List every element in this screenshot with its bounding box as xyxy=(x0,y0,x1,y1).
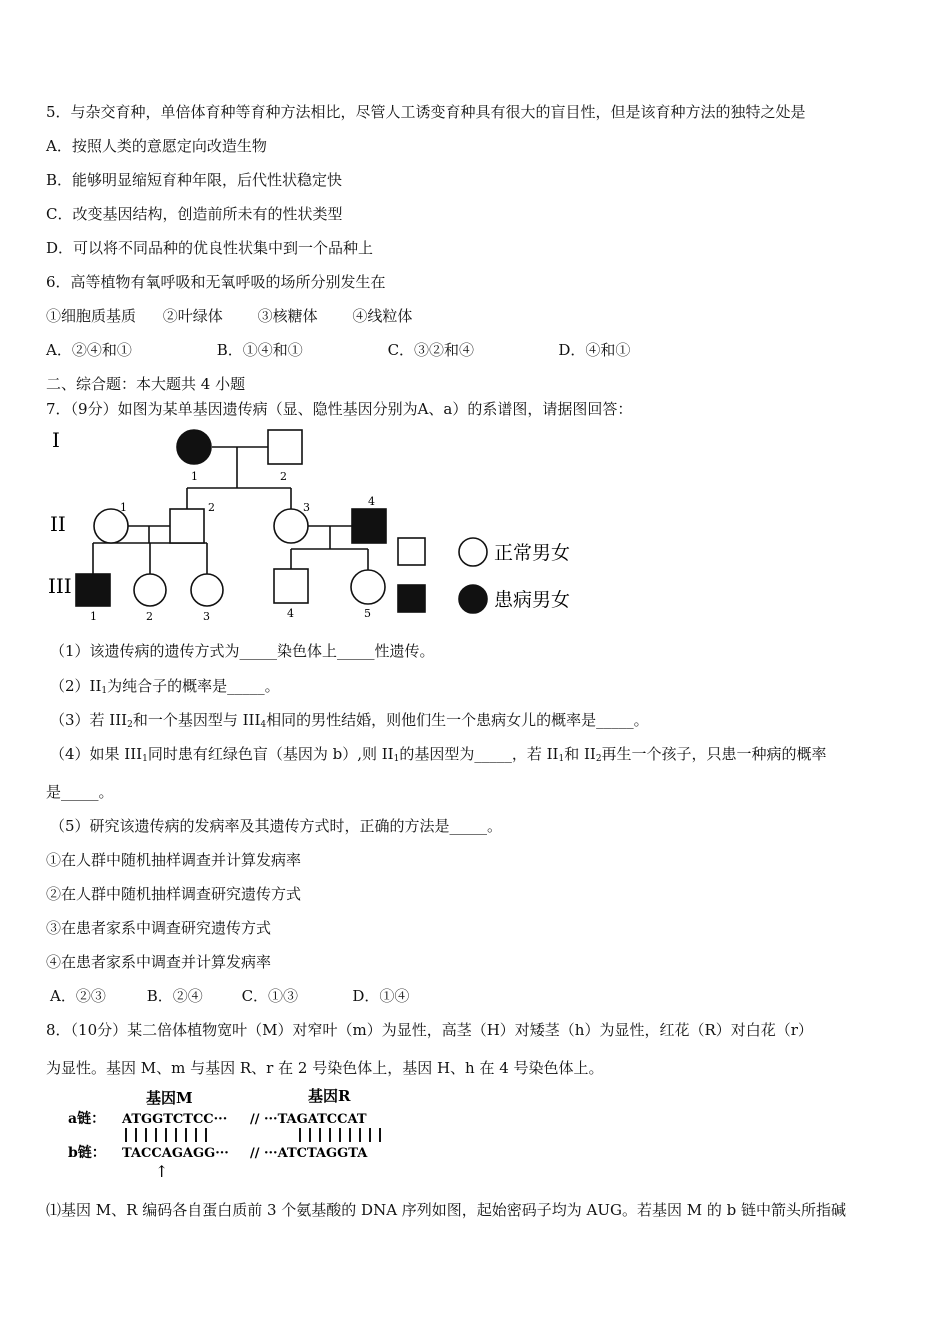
chain-a-right: ···TAGATCCAT xyxy=(264,1112,367,1127)
q5-option-d: D．可以将不同品种的优良性状集中到一个品种上 xyxy=(46,239,374,257)
q7-sub4-text-b: 同时患有红绿色盲（基因为 b）,则 II xyxy=(147,745,394,763)
II2-normal-male xyxy=(170,509,204,543)
q5-option-c: C．改变基因结构，创造前所未有的性状类型 xyxy=(46,205,343,223)
III4-label: 4 xyxy=(287,607,294,620)
I1-affected-female xyxy=(177,430,211,464)
III1-affected-male xyxy=(76,574,110,606)
pedigree-chart xyxy=(46,425,606,625)
III2-label: 2 xyxy=(146,610,153,623)
q6-options xyxy=(46,340,630,360)
gene-r-label: 基因R xyxy=(308,1087,351,1105)
III3-label: 3 xyxy=(203,610,210,623)
gen-label-1: I xyxy=(52,428,60,452)
II4-affected-male xyxy=(352,509,386,543)
q7-options xyxy=(50,986,409,1006)
chain-b-break: // xyxy=(250,1146,260,1161)
q7-option-b: B．②④ xyxy=(146,987,203,1005)
q7-method-2: ②在人群中随机抽样调查研究遗传方式 xyxy=(46,885,302,903)
legend-normal-male-icon xyxy=(398,538,425,565)
q5-stem: 5．与杂交育种，单倍体育种等育种方法相比，尽管人工诱变育种具有很大的盲目性，但是该育种方法的独特之处是 xyxy=(46,103,806,121)
q7-option-d: D．①④ xyxy=(352,987,410,1005)
legend-normal-female-icon xyxy=(459,538,487,566)
III4-normal-male xyxy=(274,569,308,603)
III5-normal-female xyxy=(351,570,385,604)
III5-label: 5 xyxy=(364,607,371,620)
q7-sub2-text-b: 为纯合子的概率是_____。 xyxy=(107,677,280,695)
q7-sub5: （5）研究该遗传病的发病率及其遗传方式时，正确的方法是_____。 xyxy=(50,817,503,835)
q7-sub2-text-a: （2）II xyxy=(50,677,102,695)
q6-item-4: ④线粒体 xyxy=(352,307,413,325)
chain-b-right: ···ATCTAGGTA xyxy=(264,1146,368,1161)
q7-option-c: C．①③ xyxy=(241,987,299,1005)
II4-label: 4 xyxy=(368,495,375,508)
q7-method-4: ④在患者家系中调查并计算发病率 xyxy=(46,953,272,971)
q7-sub4 xyxy=(50,744,827,769)
chain-a-left: ATGGTCTCC··· xyxy=(122,1112,228,1127)
III1-label: 1 xyxy=(90,610,97,623)
chain-b-left: TACCAGAGG··· xyxy=(122,1146,229,1161)
arrow-icon: ↑ xyxy=(155,1162,169,1181)
q6-stem: 6．高等植物有氧呼吸和无氧呼吸的场所分别发生在 xyxy=(46,273,386,291)
gen-label-3: III xyxy=(48,574,72,598)
q6-item-2: ②叶绿体 xyxy=(162,307,223,325)
q7-sub2 xyxy=(50,676,280,701)
subscript: 2 xyxy=(595,754,602,764)
q7-sub4-text-a: （4）如果 III xyxy=(50,745,143,763)
q7-sub3 xyxy=(50,710,649,735)
subscript: 1 xyxy=(393,754,400,764)
q7-option-a: A．②③ xyxy=(50,987,106,1005)
q7-sub4-continuation: 是_____。 xyxy=(46,783,114,801)
chain-a-break: // xyxy=(250,1112,260,1127)
q6-items xyxy=(46,306,412,326)
I2-normal-male xyxy=(268,430,302,464)
q7-method-1: ①在人群中随机抽样调查并计算发病率 xyxy=(46,851,302,869)
II1-label: 1 xyxy=(120,501,127,514)
III2-normal-female xyxy=(134,574,166,606)
q6-option-c: C．③②和④ xyxy=(387,341,475,359)
I2-label: 2 xyxy=(280,470,287,483)
q7-sub4-text-c: 的基因型为_____，若 II xyxy=(399,745,559,763)
chain-a-label: a链： xyxy=(68,1111,106,1127)
q8-line2: 为显性。基因 M、m 与基因 R、r 在 2 号染色体上，基因 H、h 在 4 号染色体上。 xyxy=(46,1059,604,1077)
chain-b-label: b链： xyxy=(68,1145,106,1161)
q8-sub1: ⑴基因 M、R 编码各自蛋白质前 3 个氨基酸的 DNA 序列如图，起始密码子均为 AUG。若基因 M 的 b 链中箭头所指碱 xyxy=(46,1201,847,1219)
subscript: 1 xyxy=(558,754,565,764)
q7-method-3: ③在患者家系中调查研究遗传方式 xyxy=(46,919,272,937)
legend-affected-female-icon xyxy=(459,585,487,613)
q6-option-b: B．①④和① xyxy=(216,341,303,359)
III3-normal-female xyxy=(191,574,223,606)
q5-option-a: A．按照人类的意愿定向改造生物 xyxy=(46,137,267,155)
q5-option-b: B．能够明显缩短育种年限，后代性状稳定快 xyxy=(46,171,343,189)
q6-item-1: ①细胞质基质 xyxy=(46,307,137,325)
q7-sub3-text-a: （3）若 III xyxy=(50,711,128,729)
II1-normal-female xyxy=(94,509,128,543)
I1-label: 1 xyxy=(191,470,198,483)
section-heading: 二、综合题：本大题共 4 小题 xyxy=(46,375,246,393)
subscript: 2 xyxy=(127,720,133,730)
q7-sub4-text-d: 和 II xyxy=(564,745,596,763)
q6-option-a: A．②④和① xyxy=(46,341,132,359)
q7-sub1: （1）该遗传病的遗传方式为_____染色体上_____性遗传。 xyxy=(50,642,435,660)
q7-sub3-text-b: 和一个基因型与 III xyxy=(132,711,261,729)
II3-normal-female xyxy=(274,509,308,543)
q6-option-d: D．④和① xyxy=(558,341,631,359)
base-pair-bonds xyxy=(126,1128,380,1142)
legend-affected-male-icon xyxy=(398,585,425,612)
legend-normal-text: 正常男女 xyxy=(494,542,571,564)
subscript: 1 xyxy=(142,754,148,764)
gene-m-label: 基因M xyxy=(146,1089,193,1107)
subscript: 1 xyxy=(101,686,108,696)
gen-label-2: II xyxy=(50,512,66,536)
II3-label: 3 xyxy=(303,501,310,514)
q7-stem: 7．（9分）如图为某单基因遗传病（显、隐性基因分别为A、a）的系谱图，请据图回答： xyxy=(46,400,633,418)
subscript: 4 xyxy=(260,720,267,730)
q7-sub3-text-c: 相同的男性结婚，则他们生一个患病女儿的概率是_____。 xyxy=(266,711,649,729)
q8-line1: 8．（10分）某二倍体植物宽叶（M）对窄叶（m）为显性，高茎（H）对矮茎（h）为显性，红花（R）对白花（r） xyxy=(46,1021,813,1039)
II2-label: 2 xyxy=(208,501,215,514)
q6-item-3: ③核糖体 xyxy=(257,307,318,325)
dna-sequence-figure xyxy=(66,1087,406,1182)
legend-affected-text: 患病男女 xyxy=(494,589,571,611)
q7-sub4-text-e: 再生一个孩子，只患一种病的概率 xyxy=(601,745,827,763)
